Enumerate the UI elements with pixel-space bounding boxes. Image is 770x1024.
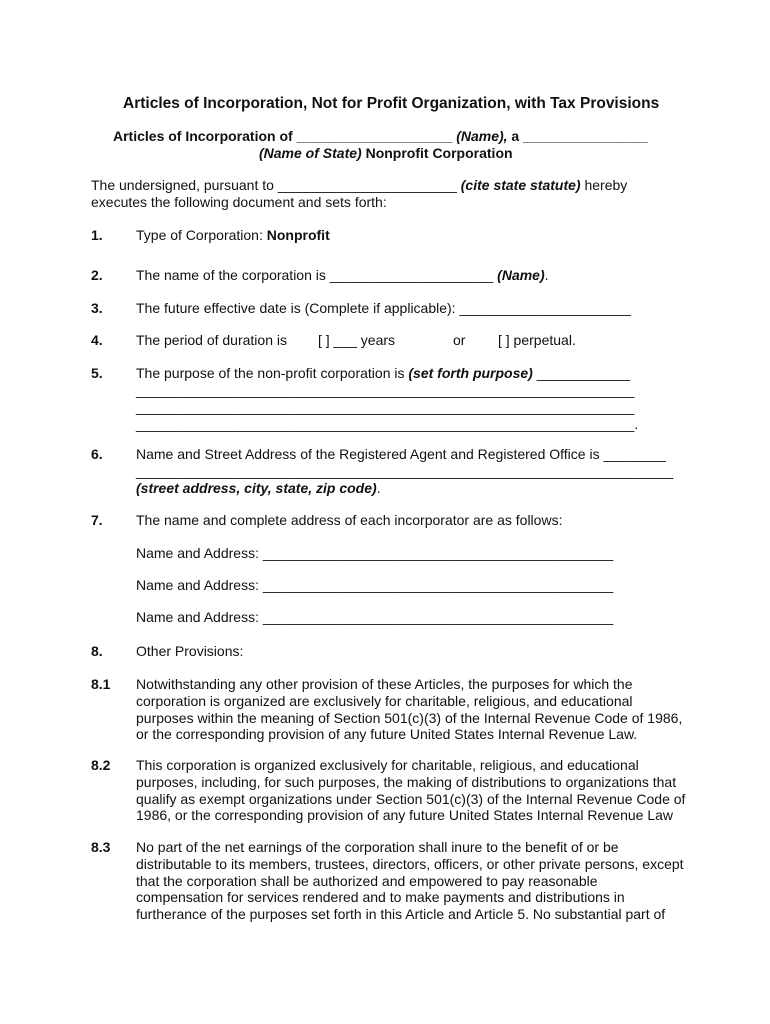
section-number: 8.1 xyxy=(91,676,111,692)
agent-address-hint xyxy=(136,480,381,497)
page-title: Articles of Incorporation, Not for Profit Organization, with Tax Provisions xyxy=(123,95,660,112)
section-5 xyxy=(136,365,630,382)
or-text: or xyxy=(453,332,466,348)
section-8-1-paragraph xyxy=(136,676,696,743)
paragraph-line: that the corporation shall be authorized and empowered to pay reasonable xyxy=(136,872,598,889)
statute-placeholder: (cite state statute) xyxy=(460,177,581,193)
section-7: The name and complete address of each incorporator are as follows: xyxy=(136,512,563,528)
section-8-2-paragraph xyxy=(136,757,696,824)
section-number: 6. xyxy=(91,446,103,462)
section-number: 5. xyxy=(91,365,103,381)
section-8-3-paragraph xyxy=(136,839,696,923)
section-1-label: Type of Corporation: xyxy=(136,227,267,243)
intro-line-1 xyxy=(91,177,627,194)
name-placeholder: (Name), xyxy=(456,128,508,144)
section-2 xyxy=(136,267,549,284)
section-number: 8.2 xyxy=(91,757,111,773)
intro-hereby: hereby xyxy=(580,177,628,193)
address-period: . xyxy=(376,480,381,496)
section-6: Name and Street Address of the Registered Agent and Registered Office is ________ xyxy=(136,446,666,462)
section-number: 3. xyxy=(91,300,103,316)
section-number: 8.3 xyxy=(91,839,111,855)
intro-line-2: executes the following document and sets forth: xyxy=(91,194,387,210)
state-placeholder: (Name of State) xyxy=(259,145,362,161)
paragraph-line: qualify as exempt organizations under Section 501(c)(3) of the Internal Revenue Code of xyxy=(136,790,686,807)
section-1-value: Nonprofit xyxy=(266,227,330,243)
section-1 xyxy=(136,227,330,244)
section-2-text: The name of the corporation is _____________________ xyxy=(136,267,498,283)
years-option: [ ] ___ years xyxy=(318,332,396,348)
section-4-label: The period of duration is xyxy=(136,332,287,348)
section-2-name-placeholder: (Name) xyxy=(497,267,545,283)
section-number: 2. xyxy=(91,267,103,283)
paragraph-line: No part of the net earnings of the corporation shall inure to the benefit of or be xyxy=(136,839,619,855)
incorporator-line: Name and Address: _____________________________________________ xyxy=(136,609,614,625)
purpose-blank-line: ________________________________________________________________ xyxy=(136,399,635,415)
subtitle-line-1 xyxy=(113,128,648,145)
section-8: Other Provisions: xyxy=(136,643,244,659)
paragraph-line: or the corresponding provision of any future United States Internal Revenue Law. xyxy=(136,726,638,743)
address-placeholder: (street address, city, state, zip code) xyxy=(136,480,377,496)
incorporator-line: Name and Address: _____________________________________________ xyxy=(136,545,614,561)
paragraph-line: purposes within the meaning of Section 501(c)(3) of the Internal Revenue Code of 1986, xyxy=(136,709,683,726)
nonprofit-corporation-text: Nonprofit Corporation xyxy=(361,145,513,161)
paragraph-line: purposes, including, for such purposes, the making of distributions to organizations that xyxy=(136,773,677,790)
paragraph-line: compensation for services rendered and to make payments and distributions in xyxy=(136,889,625,906)
paragraph-line: Notwithstanding any other provision of these Articles, the purposes for which the xyxy=(136,676,633,692)
intro-text: The undersigned, pursuant to _______________________ xyxy=(91,177,461,193)
section-number: 1. xyxy=(91,227,103,243)
section-number: 7. xyxy=(91,512,103,528)
paragraph-line: This corporation is organized exclusively for charitable, religious, and educational xyxy=(136,757,639,773)
section-2-period: . xyxy=(544,267,549,283)
paragraph-line: distributable to its members, trustees, directors, officers, or other private persons, except xyxy=(136,855,684,872)
state-blank: a ________________ xyxy=(507,128,648,144)
incorporator-line: Name and Address: _____________________________________________ xyxy=(136,577,614,593)
subtitle-text: Articles of Incorporation of ____________________ xyxy=(113,128,453,144)
section-number: 4. xyxy=(91,332,103,348)
section-3: The future effective date is (Complete if applicable): ______________________ xyxy=(136,300,631,316)
agent-address-blank: _____________________________________________________________________ xyxy=(136,463,674,479)
section-number: 8. xyxy=(91,643,103,659)
perpetual-option: [ ] perpetual. xyxy=(498,332,576,348)
section-5-text: The purpose of the non-profit corporation is xyxy=(136,365,409,381)
purpose-blank-line: ________________________________________________________________ xyxy=(136,382,635,398)
subtitle-line-2 xyxy=(259,145,513,162)
section-5-blank: ____________ xyxy=(532,365,631,381)
purpose-placeholder: (set forth purpose) xyxy=(408,365,533,381)
purpose-blank-line: ________________________________________________________________. xyxy=(136,416,639,432)
paragraph-line: corporation is organized are exclusively for charitable, religious, and educational xyxy=(136,692,633,709)
paragraph-line: furtherance of the purposes set forth in this Article and Article 5. No substantial part of xyxy=(136,906,666,923)
paragraph-line: 1986, or the corresponding provision of any future United States Internal Revenue Law xyxy=(136,807,673,824)
